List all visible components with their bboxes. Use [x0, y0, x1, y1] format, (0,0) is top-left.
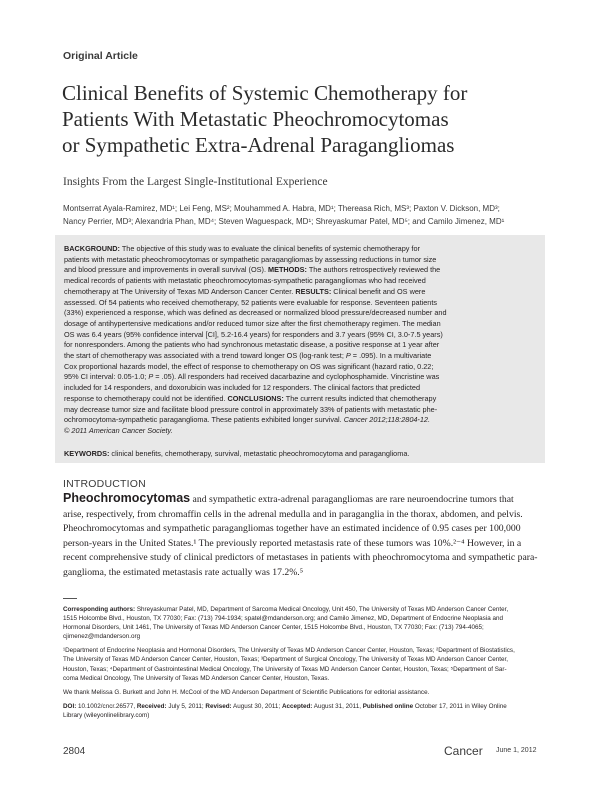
journal-citation: Cancer 2012;118:2804-12.	[343, 415, 431, 425]
abstract-line: 95% CI interval: 0.05-1.0; P = .05). All responders had received dacarbazine and cyclophosphamide. Vincristine was	[64, 372, 440, 382]
article-title-line: Patients With Metastatic Pheochromocytomas	[62, 107, 449, 131]
author-list	[63, 203, 553, 228]
abstract-line: OS was 6.4 years (95% confidence interval [CI], 5.2-16.4 years) for responders and 3.7 years (95% CI, 3.0-7.5 years)	[64, 329, 443, 339]
abstract-line: dosage of antihypertensive medications and/or reduced tumor size after the first chemotherapy regimen. The median	[64, 318, 441, 328]
keywords-label: KEYWORDS:	[64, 449, 110, 458]
abstract-line: Cox proportional hazards model, the effect of response to chemotherapy on OS was significant (hazard ratio, 0.22;	[64, 361, 434, 371]
abstract-line: ochromocytoma-sympathetic paraganglioma. These patients exhibited longer survival. Cancer 2012;118:2804-12.	[64, 415, 431, 425]
article-title-line: Clinical Benefits of Systemic Chemotherapy for	[62, 81, 468, 105]
author-line: Nancy Perrier, MD³; Alexandria Phan, MD⁴; Steven Waguespack, MD¹; Shreyaskumar Patel, MD⁵; and Camilo Jimenez, MD¹	[63, 216, 505, 226]
footnote-line: Hormonal Disorders, Unit 1461, The University of Texas MD Anderson Cancer Center, 1515 Holcombe Blvd., Houston, TX 77030; Fax: (713) 794-4065;	[63, 624, 484, 632]
copyright-line: © 2011 American Cancer Society.	[64, 425, 173, 435]
abstract-heading: BACKGROUND:	[64, 244, 120, 253]
body-line: recent comprehensive study of clinical predictors of metastases in patients with pheochromocytoma and sympathetic para-	[63, 552, 538, 564]
affiliation-line: Houston, Texas; ⁴Department of Gastrointestinal Medical Oncology, The University of Texas MD Anderson Cancer Center, Houston, Texas; ⁵Department of Sar-	[63, 665, 507, 673]
publication-history-line: Library (wileyonlinelibrary.com)	[63, 711, 150, 719]
abstract-line: chemotherapy at The University of Texas MD Anderson Cancer Center. RESULTS: Clinical benefit and OS were	[64, 286, 426, 296]
abstract-line: patients with metastatic pheochromocytomas or sympathetic paragangliomas by assessing reductions in tumor size	[64, 254, 437, 264]
abstract-line: and blood pressure and improvements in overall survival (OS). METHODS: The authors retrospectively reviewed the	[64, 265, 441, 275]
abstract-line: the start of chemotherapy was associated with a trend toward longer OS (log-rank test; P = .095). In a multivariate	[64, 351, 432, 361]
issue-date: June 1, 2012	[496, 747, 537, 754]
author-line: Montserrat Ayala-Ramirez, MD¹; Lei Feng, MS²; Mouhammed A. Habra, MD¹; Thereasa Rich, MS³; Paxton V. Dickson, MD³;	[63, 204, 500, 213]
affiliation-line: ¹Department of Endocrine Neoplasia and Hormonal Disorders, The University of Texas MD Anderson Cancer Center, Houston, Texas; ²Department of Biostatistics,	[63, 647, 515, 655]
footnote-line: cjimenez@mdanderson.org	[63, 633, 141, 641]
page-number: 2804	[63, 746, 86, 757]
article-title	[62, 80, 562, 158]
footnote-line: Corresponding authors: Shreyaskumar Patel, MD, Department of Sarcoma Medical Oncology, Unit 450, The University of Texas MD Anderson Cancer Center,	[63, 606, 509, 613]
body-line: Pheochromocytomas and sympathetic paragangliomas together have an estimated incidence of 0.95 cases per 100,000	[63, 523, 521, 535]
footnotes	[63, 605, 553, 720]
keywords-line: KEYWORDS: clinical benefits, chemotherapy, survival, metastatic pheochromocytoma and paraganglioma.	[64, 449, 410, 458]
abstract-line: assessed. Of 54 patients who received chemotherapy, 52 patients were evaluable for response. Seventeen patients	[64, 297, 438, 307]
body-line: Pheochromocytomas and sympathetic extra-adrenal paragangliomas are rare neuroendocrine tumors that	[63, 491, 514, 505]
affiliation-line: The University of Texas MD Anderson Cancer Center, Houston, Texas; ³Department of Surgical Oncology, The University of Texas MD Anderson Cancer Center,	[63, 656, 508, 664]
lead-word: Pheochromocytomas	[63, 491, 191, 505]
body-line: ganglioma, the estimated metastasis rate actually was 17.2%.⁵	[63, 566, 304, 578]
article-title-line: or Sympathetic Extra-Adrenal Paragangliomas	[62, 133, 455, 157]
abstract-heading: METHODS:	[268, 265, 307, 275]
publication-history-line: DOI: 10.1002/cncr.26577, Received: July 5, 2011; Revised: August 30, 2011; Accepted: August 31, 2011, Published online October 17, 2011 in Wiley Online	[63, 702, 507, 710]
footnote-line: 1515 Holcombe Blvd., Houston, TX 77030; Fax: (713) 794-1934; spatel@mdanderson.org; and Camilo Jimenez, MD, Department of Endocrine Neoplasia and	[63, 615, 503, 623]
abstract-heading: CONCLUSIONS:	[227, 393, 284, 403]
abstract-line: (33%) experienced a response, which was defined as decreased or normalized blood pressure/decreased number and	[64, 308, 447, 318]
body-line: arise, respectively, from chromaffin cells in the adrenal medulla and in paraganglia in the thorax, abdomen, and pelvis.	[63, 508, 523, 520]
footnote-divider	[63, 598, 77, 599]
introduction-body	[63, 491, 553, 581]
corresponding-label: Corresponding authors:	[63, 606, 136, 613]
abstract-line: for nonresponders. Among the patients who had synchronous metastatic disease, a positive response at 1 year after	[64, 340, 440, 350]
abstract-line: included for 14 responders, and doxorubicin was included for 12 responders. The clinical factors that predicted	[64, 383, 420, 393]
article-type-label: Original Article	[63, 50, 138, 62]
abstract-heading: RESULTS:	[295, 286, 332, 296]
abstract-line: medical records of patients with metastatic pheochromocytomas-sympathetic paragangliomas who had received	[64, 276, 426, 286]
abstract-box	[55, 235, 545, 463]
article-subtitle: Insights From the Largest Single-Institutional Experience	[63, 176, 328, 188]
introduction-heading: INTRODUCTION	[63, 478, 146, 490]
affiliation-line: coma Medical Oncology, The University of Texas MD Anderson Cancer Center, Houston, Texas.	[63, 674, 330, 682]
acknowledgment-line: We thank Melissa G. Burkett and John H. McCool of the MD Anderson Department of Scientific Publications for editorial assistance.	[63, 688, 430, 696]
abstract-line: may decrease tumor size and facilitate blood pressure control in approximately 33% of patients with metastatic phe-	[64, 404, 438, 414]
body-line: person-years in the United States.¹ The previously reported metastasis rate of these tumors was 10%.²⁻⁴ However, in a	[63, 537, 522, 549]
journal-name: Cancer	[444, 744, 483, 758]
abstract-line: response to chemotherapy could not be identified. CONCLUSIONS: The current results indicted that chemotherapy	[64, 393, 437, 403]
abstract-line: BACKGROUND: The objective of this study was to evaluate the clinical benefits of systemic chemotherapy for	[64, 244, 420, 253]
